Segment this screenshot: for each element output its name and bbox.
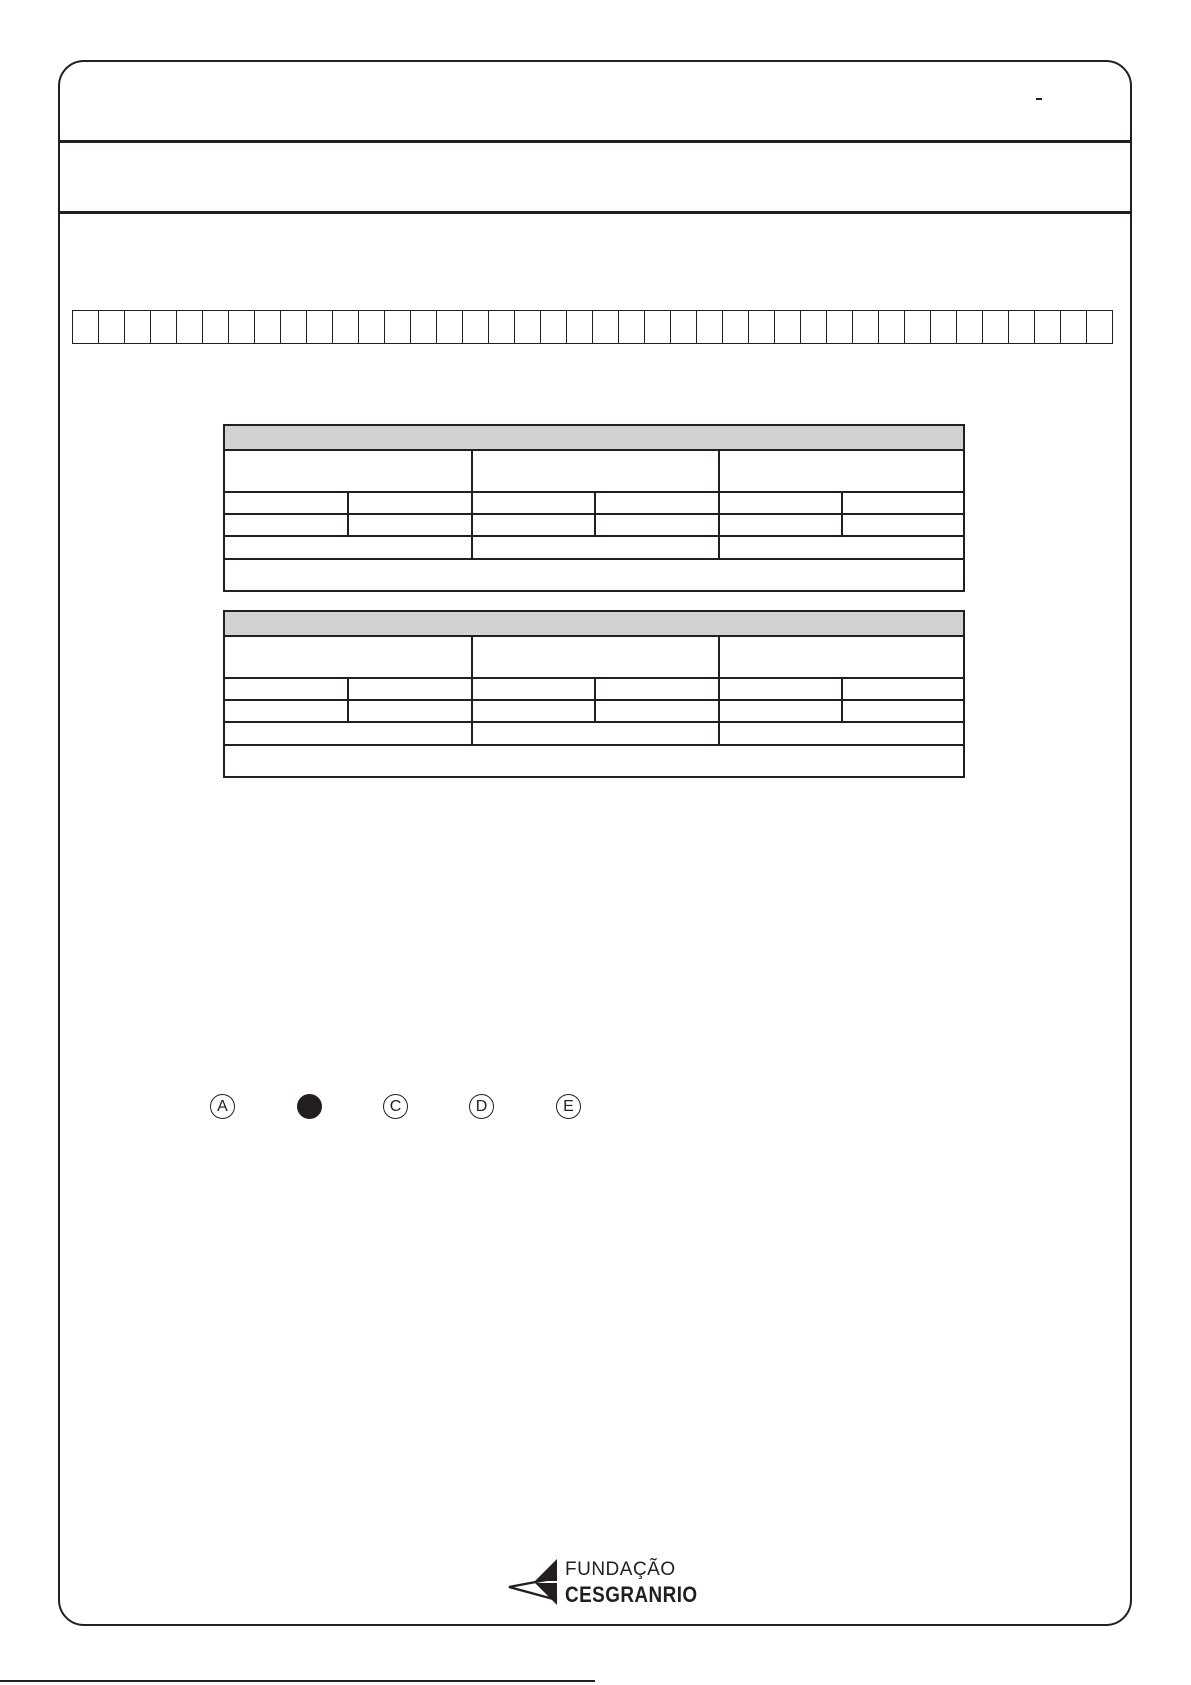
table-subcolumn-line	[347, 677, 349, 721]
table-row-line	[225, 721, 963, 723]
answer-grid-cell[interactable]	[359, 311, 385, 343]
answer-grid-cell[interactable]	[333, 311, 359, 343]
option-a[interactable]	[210, 1094, 235, 1119]
cesgranrio-logo-icon	[505, 1557, 563, 1607]
header-mark	[1036, 98, 1042, 100]
option-d[interactable]	[469, 1094, 494, 1119]
answer-grid-cell[interactable]	[567, 311, 593, 343]
answer-grid-cell[interactable]	[1035, 311, 1061, 343]
answer-grid-cell[interactable]	[229, 311, 255, 343]
table-column-line	[471, 637, 473, 744]
logo-line-2: CESGRANRIO	[565, 1582, 698, 1607]
table-row-line	[225, 558, 963, 560]
answer-grid-cell[interactable]	[177, 311, 203, 343]
answer-grid-cell[interactable]	[489, 311, 515, 343]
answer-grid-cell[interactable]	[697, 311, 723, 343]
answer-grid-cell[interactable]	[827, 311, 853, 343]
answer-grid-cell[interactable]	[515, 311, 541, 343]
answer-grid-cell[interactable]	[437, 311, 463, 343]
table-subcolumn-line	[841, 677, 843, 721]
answer-grid-cell[interactable]	[125, 311, 151, 343]
table-row-line	[225, 744, 963, 746]
answer-grid-cell[interactable]	[1009, 311, 1035, 343]
answer-grid-cell[interactable]	[73, 311, 99, 343]
table-column-line	[718, 637, 720, 744]
answer-options	[210, 1094, 590, 1124]
answer-grid-cell[interactable]	[957, 311, 983, 343]
answer-grid-cell[interactable]	[619, 311, 645, 343]
answer-grid-cell[interactable]	[463, 311, 489, 343]
answer-grid-cell[interactable]	[1061, 311, 1087, 343]
option-e[interactable]	[556, 1094, 581, 1119]
answer-grid-cell[interactable]	[749, 311, 775, 343]
answer-grid-cell[interactable]	[281, 311, 307, 343]
option-d-letter: D	[475, 1097, 488, 1115]
table-subcolumn-line	[841, 491, 843, 535]
cesgranrio-logo	[505, 1555, 698, 1615]
table-subcolumn-line	[594, 677, 596, 721]
answer-grid-cell[interactable]	[775, 311, 801, 343]
option-b-marked[interactable]	[297, 1094, 322, 1119]
table-subcolumn-line	[347, 491, 349, 535]
table-header-band	[225, 612, 963, 637]
answer-grid-cell[interactable]	[151, 311, 177, 343]
option-c[interactable]	[383, 1094, 408, 1119]
option-a-letter: A	[217, 1097, 228, 1115]
answer-grid-cell[interactable]	[983, 311, 1009, 343]
table-column-line	[718, 451, 720, 558]
header-divider-top	[58, 140, 1132, 143]
answer-grid-cell[interactable]	[203, 311, 229, 343]
table-header-band	[225, 426, 963, 451]
answer-grid-cell[interactable]	[905, 311, 931, 343]
footer-rule	[0, 1680, 595, 1682]
logo-line-1: FUNDAÇÃO	[565, 1559, 676, 1580]
answer-grid-cell[interactable]	[801, 311, 827, 343]
page-frame	[58, 60, 1132, 1626]
answer-grid-cell[interactable]	[593, 311, 619, 343]
answer-grid-cell[interactable]	[853, 311, 879, 343]
answer-grid-cell[interactable]	[671, 311, 697, 343]
option-e-letter: E	[563, 1097, 574, 1115]
answer-grid-cell[interactable]	[99, 311, 125, 343]
answer-grid-cell[interactable]	[255, 311, 281, 343]
data-table-2	[223, 610, 965, 778]
answer-grid-cell[interactable]	[541, 311, 567, 343]
answer-grid-cell[interactable]	[931, 311, 957, 343]
answer-grid-cell[interactable]	[879, 311, 905, 343]
answer-grid-cell[interactable]	[307, 311, 333, 343]
table-column-line	[471, 451, 473, 558]
answer-grid-cell[interactable]	[385, 311, 411, 343]
data-table-1	[223, 424, 965, 592]
answer-grid-cell[interactable]	[411, 311, 437, 343]
table-subcolumn-line	[594, 491, 596, 535]
answer-character-grid	[72, 310, 1113, 344]
answer-grid-cell[interactable]	[723, 311, 749, 343]
answer-grid-cell[interactable]	[1087, 311, 1113, 343]
answer-grid-cell[interactable]	[645, 311, 671, 343]
table-row-line	[225, 535, 963, 537]
header-divider-bottom	[58, 211, 1132, 214]
option-c-letter: C	[389, 1097, 402, 1115]
